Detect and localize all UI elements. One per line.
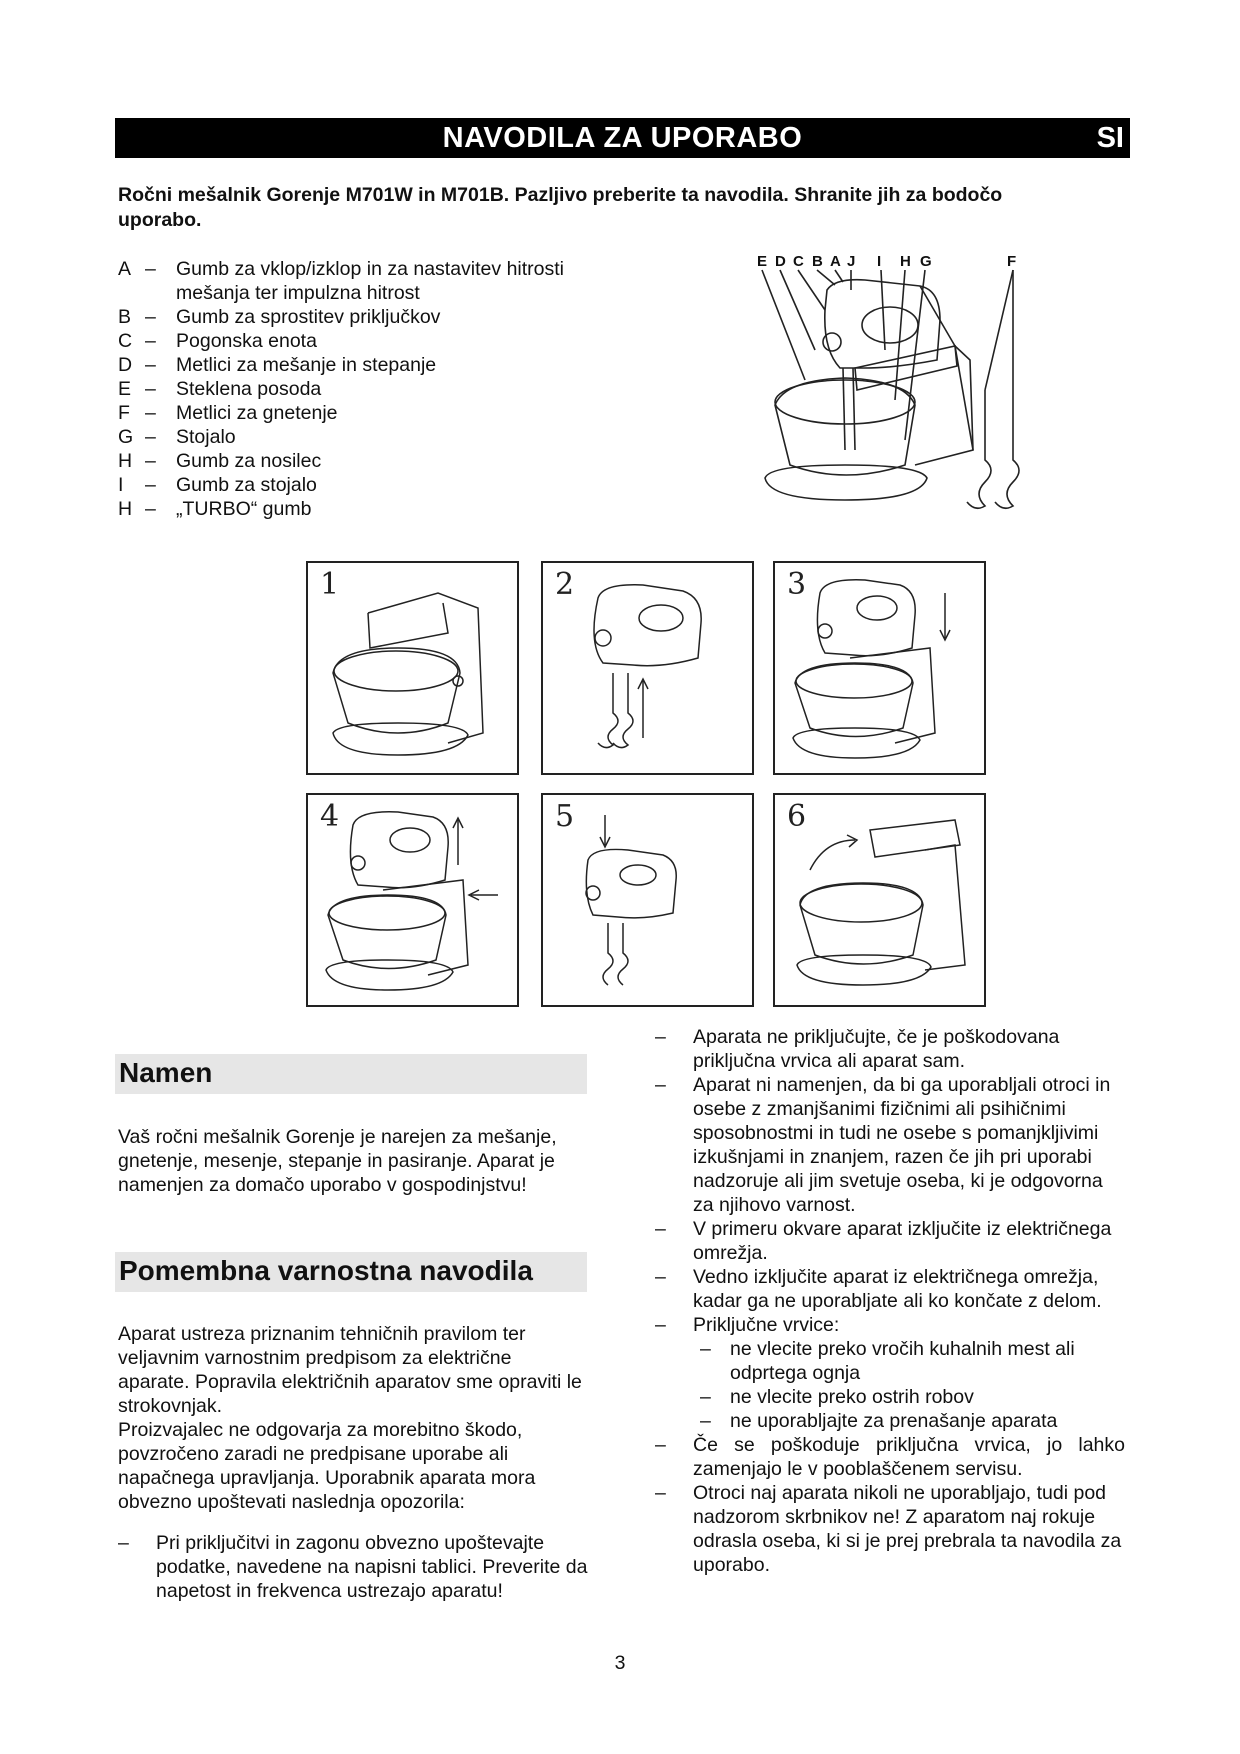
safety-bullet-list-right bbox=[655, 1025, 1125, 1577]
part-text: Steklena posoda bbox=[176, 378, 322, 400]
callout-b: B bbox=[812, 253, 823, 270]
part-item bbox=[118, 497, 638, 521]
step-2-figure bbox=[541, 561, 754, 775]
part-text: Metlici za mešanje in stepanje bbox=[176, 354, 437, 376]
part-item bbox=[118, 353, 638, 377]
part-text: Stojalo bbox=[176, 426, 236, 448]
mixer-parts-diagram bbox=[745, 250, 1045, 535]
part-dash: – bbox=[145, 450, 156, 472]
part-letter: I bbox=[118, 474, 124, 496]
intro-text: Ročni mešalnik Gorenje M701W in M701B. Pazljivo preberite ta navodila. Shranite jih za bodočo uporabo. bbox=[118, 184, 1003, 231]
bullet-dash: – bbox=[655, 1314, 666, 1336]
part-dash: – bbox=[145, 378, 156, 400]
bullet-dash: – bbox=[700, 1338, 711, 1360]
part-dash: – bbox=[145, 306, 156, 328]
step-6-figure bbox=[773, 793, 986, 1007]
bullet-dash: – bbox=[655, 1434, 666, 1456]
part-dash: – bbox=[145, 330, 156, 352]
list-item bbox=[118, 1531, 588, 1603]
insert-beaters-illustration bbox=[543, 563, 752, 773]
bullet-text: Pri priključitvi in zagonu obvezno upoštevajte podatke, navedene na napisni tablici. Preverite da napetost in frekvenca ustrezajo aparatu! bbox=[156, 1532, 588, 1602]
bullet-dash: – bbox=[655, 1218, 666, 1240]
list-item bbox=[655, 1313, 1125, 1337]
list-item bbox=[655, 1073, 1125, 1217]
part-text: Gumb za nosilec bbox=[176, 450, 322, 472]
bullet-dash: – bbox=[700, 1386, 711, 1408]
bullet-dash: – bbox=[700, 1410, 711, 1432]
callout-j: J bbox=[847, 253, 856, 270]
part-item bbox=[118, 305, 638, 329]
part-text: Gumb za sprostitev priključkov bbox=[176, 306, 441, 328]
bullet-text: Vedno izključite aparat iz električnega omrežja, kadar ga ne uporabljate ali ko končate z delom. bbox=[693, 1266, 1102, 1312]
section-heading-safety: Pomembna varnostna navodila bbox=[115, 1252, 587, 1292]
mixer-drawing bbox=[762, 270, 1019, 508]
header-bar bbox=[115, 118, 1130, 158]
bullet-text: Če se poškoduje priključna vrvica, jo lahko zamenjajo le v pooblaščenem servisu. bbox=[693, 1434, 1125, 1480]
part-text: Gumb za vklop/izklop in za nastavitev hitrosti mešanja ter impulzna hitrost bbox=[176, 258, 565, 304]
page-title: NAVODILA ZA UPORABO bbox=[442, 122, 803, 154]
callout-g: G bbox=[920, 253, 932, 270]
bullet-dash: – bbox=[118, 1532, 129, 1554]
callout-e: E bbox=[757, 253, 768, 270]
step-number: 3 bbox=[787, 567, 807, 602]
bullet-dash: – bbox=[655, 1026, 666, 1048]
step-number: 2 bbox=[555, 567, 575, 602]
part-letter: G bbox=[118, 426, 134, 448]
sub-list-item bbox=[655, 1337, 1125, 1385]
part-text: Pogonska enota bbox=[176, 330, 317, 352]
part-dash: – bbox=[145, 426, 156, 448]
bullet-text: ne vlecite preko vročih kuhalnih mest ali odprtega ognja bbox=[730, 1338, 1075, 1384]
part-letter: B bbox=[118, 306, 132, 328]
part-letter: H bbox=[118, 450, 133, 472]
sub-list-item bbox=[655, 1385, 1125, 1409]
step-number: 1 bbox=[320, 567, 340, 602]
bullet-text: Otroci naj aparata nikoli ne uporabljajo, tudi pod nadzorom skrbnikov ne! Z aparatom naj rokuje odrasla oseba, ki si je prej prebrala ta navodila za uporabo. bbox=[693, 1482, 1122, 1576]
part-item bbox=[118, 449, 638, 473]
safety-paragraph-2: Proizvajalec ne odgovarja za morebitno škodo, povzročeno zaradi ne predpisane uporabe ali napačnega upravljanja. Uporabnik aparata mora obvezno upoštevati naslednja opozorila: bbox=[118, 1419, 536, 1513]
callout-i: I bbox=[877, 253, 882, 270]
part-dash: – bbox=[145, 402, 156, 424]
part-letter: D bbox=[118, 354, 133, 376]
part-letter: F bbox=[118, 402, 130, 424]
part-text: Gumb za stojalo bbox=[176, 474, 317, 496]
step-5-figure bbox=[541, 793, 754, 1007]
part-dash: – bbox=[145, 354, 156, 376]
step-4-figure bbox=[306, 793, 519, 1007]
bullet-text: Aparat ni namenjen, da bi ga uporabljali otroci in osebe z zmanjšanimi fizičnimi ali psihičnimi sposobnostmi in tudi ne osebe s pomanjkljivimi izkušnjami in znanjem, razen če jih pri uporabi nadzoruje ali jim svetuje oseba, ki je odgovorna za njihovo varnost. bbox=[693, 1074, 1111, 1216]
remove-mixer-illustration bbox=[308, 795, 517, 1005]
step-number: 5 bbox=[555, 799, 575, 834]
bullet-dash: – bbox=[655, 1074, 666, 1096]
bullet-text: Aparata ne priključujte, če je poškodovana priključna vrvica ali aparat sam. bbox=[693, 1026, 1060, 1072]
part-item bbox=[118, 425, 638, 449]
part-item bbox=[118, 473, 638, 497]
part-dash: – bbox=[145, 498, 156, 520]
page-number: 3 bbox=[614, 1652, 626, 1674]
callout-h: H bbox=[900, 253, 911, 270]
part-letter: C bbox=[118, 330, 133, 352]
list-item bbox=[655, 1433, 1125, 1481]
part-letter: E bbox=[118, 378, 132, 400]
step-number: 6 bbox=[787, 799, 807, 834]
list-item bbox=[655, 1265, 1125, 1313]
callout-d: D bbox=[775, 253, 786, 270]
callout-f: F bbox=[1007, 253, 1017, 270]
parts-list bbox=[118, 257, 638, 521]
part-text: Metlici za gnetenje bbox=[176, 402, 338, 424]
bullet-dash: – bbox=[655, 1482, 666, 1504]
language-code: SI bbox=[1096, 122, 1124, 154]
bullet-text: Priključne vrvice: bbox=[693, 1314, 840, 1336]
bullet-text: V primeru okvare aparat izključite iz električnega omrežja. bbox=[693, 1218, 1112, 1264]
part-item bbox=[118, 377, 638, 401]
namen-text: Vaš ročni mešalnik Gorenje je narejen za mešanje, gnetenje, mesenje, stepanje in pasiranje. Aparat je namenjen za domačo uporabo v gospodinjstvu! bbox=[118, 1126, 557, 1196]
part-letter: A bbox=[118, 258, 132, 280]
step-number: 4 bbox=[320, 799, 340, 834]
attach-mixer-illustration bbox=[775, 563, 984, 773]
part-text: „TURBO“ gumb bbox=[176, 498, 312, 520]
callout-a: A bbox=[830, 253, 841, 270]
part-letter: H bbox=[118, 498, 133, 520]
sub-list-item bbox=[655, 1409, 1125, 1433]
section-heading-namen: Namen bbox=[115, 1054, 587, 1094]
part-dash: – bbox=[145, 474, 156, 496]
part-dash: – bbox=[145, 258, 156, 280]
safety-paragraph-1: Aparat ustreza priznanim tehničnih pravilom ter veljavnim varnostnim predpisom za električne aparate. Popravila električnih aparatov sme opraviti le strokovnjak. bbox=[118, 1323, 582, 1417]
bullet-text: ne vlecite preko ostrih robov bbox=[730, 1386, 974, 1408]
release-beaters-illustration bbox=[543, 795, 752, 1005]
tilt-stand-illustration bbox=[775, 795, 984, 1005]
part-item bbox=[118, 329, 638, 353]
bullet-text: ne uporabljajte za prenašanje aparata bbox=[730, 1410, 1058, 1432]
list-item bbox=[655, 1481, 1125, 1577]
bullet-dash: – bbox=[655, 1266, 666, 1288]
bowl-and-stand-illustration bbox=[308, 563, 517, 773]
part-item bbox=[118, 257, 638, 305]
step-3-figure bbox=[773, 561, 986, 775]
part-item bbox=[118, 401, 638, 425]
list-item bbox=[655, 1025, 1125, 1073]
safety-bullet-list-left bbox=[118, 1531, 588, 1603]
step-1-figure bbox=[306, 561, 519, 775]
list-item bbox=[655, 1217, 1125, 1265]
callout-c: C bbox=[793, 253, 804, 270]
